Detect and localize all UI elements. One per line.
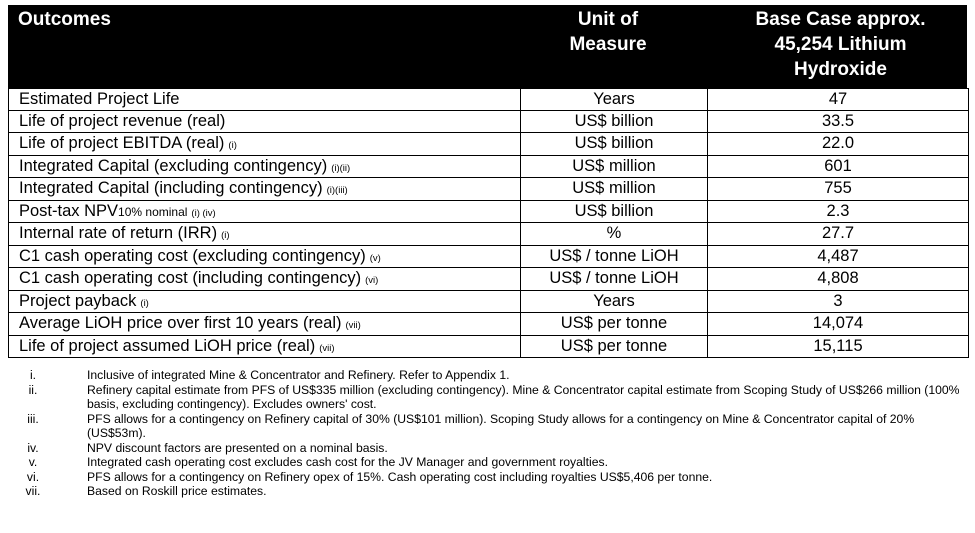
footnote-reference: (i)(iii) [326,185,348,196]
header-unit-of-measure [528,7,688,57]
outcome-label-cell [9,111,521,133]
footnote-reference: (i) [140,297,149,309]
footnote-item [20,383,970,412]
outcome-label-cell [9,178,521,200]
value-cell: 4,487 [817,246,859,265]
header-base-line2: 45,254 Lithium [774,34,907,55]
outcome-label-cell [9,133,521,155]
header-unit-line2: Measure [569,34,647,55]
outcome-label: Life of project assumed LiOH price (real) [19,336,316,355]
footnote-number: iii. [27,411,39,426]
table-header [8,5,967,88]
outcome-label-cell [9,89,521,110]
unit-cell: % [521,223,708,245]
table-row [9,223,968,246]
unit-cell: US$ million [521,178,708,200]
table-row [9,313,968,336]
outcome-label: Project payback [19,291,137,310]
footnote-item [20,484,970,499]
value-cell: 47 [828,90,848,108]
footnote-reference: (i) (iv) [191,207,216,219]
value-cell: 33.5 [821,111,855,130]
value-cell: 27.7 [821,224,855,242]
footnote-reference: (i)(ii) [331,162,351,174]
value-cell: 601 [824,156,852,175]
outcome-label-cell [9,246,521,268]
header-outcomes: Outcomes [18,9,111,30]
unit-cell: Years [521,291,708,313]
table-row [9,291,968,314]
outcome-label-cell [9,313,521,335]
value-cell: 14,074 [812,314,864,332]
footnote-number: ii. [28,382,38,397]
outcome-label-cell [9,291,521,313]
outcome-label: Life of project revenue (real) [19,111,226,130]
footnote-reference: (vii) [319,342,335,354]
footnote-reference: (vi) [365,275,379,286]
footnote-reference: (i) [221,230,230,241]
value-cell: 15,115 [813,336,863,355]
value-cell: 22.0 [821,134,855,152]
footnote-reference: (v) [369,252,381,264]
outcome-label: C1 cash operating cost (including contingency) [19,269,362,287]
outcome-label: C1 cash operating cost (excluding contingency) [19,246,366,265]
outcome-label-cell [9,336,521,358]
outcome-label-cell [9,268,521,290]
outcome-label: Estimated Project Life [19,90,180,108]
outcome-label-subscript: 10% nominal [118,204,188,219]
footnote-number: i. [29,368,37,382]
table-row [9,268,968,291]
unit-cell: US$ per tonne [521,336,708,358]
outcomes-table-body [8,88,969,358]
footnote-number: vii. [25,484,41,498]
footnote-text: Integrated cash operating cost excludes cash cost for the JV Manager and government royalties. [87,455,608,469]
footnote-item [20,441,970,456]
table-row [9,201,968,224]
footnote-text: Refinery capital estimate from PFS of US$335 million (excluding contingency). Mine & Concentrator capital estimate from Scoping Study of US$266 million (100% basis, excluding contingency). Excludes owners' cost. [87,382,960,411]
table-row [9,111,968,134]
unit-cell: US$ / tonne LiOH [521,268,708,290]
outcome-label-cell [9,223,521,245]
unit-cell: US$ per tonne [521,313,708,335]
table-row [9,88,968,111]
value-cell: 755 [824,179,852,197]
footnote-text: Inclusive of integrated Mine & Concentrator and Refinery. Refer to Appendix 1. [87,368,510,382]
outcome-label: Internal rate of return (IRR) [19,224,218,242]
footnote-number: vi. [26,469,40,484]
unit-cell: US$ / tonne LiOH [521,246,708,268]
unit-cell: US$ million [521,156,708,178]
footnote-number: v. [28,455,38,469]
outcome-label: Integrated Capital (excluding contingency) [19,156,328,175]
footnote-text: PFS allows for a contingency on Refinery opex of 15%. Cash operating cost including royalties US$5,406 per tonne. [87,469,713,484]
footnote-item [20,455,970,470]
header-base-case [708,7,973,82]
footnote-text: PFS allows for a contingency on Refinery capital of 30% (US$101 million). Scoping Study allows for a contingency on Mine & Concentrator capital of 20% (US$53m). [87,411,915,440]
header-unit-line1: Unit of [577,9,639,30]
footnote-item [20,368,970,383]
outcome-label: Integrated Capital (including contingency) [19,179,323,197]
outcome-label: Post-tax NPV [19,201,119,220]
footnote-text: Based on Roskill price estimates. [87,484,267,498]
unit-cell: US$ billion [521,111,708,133]
footnote-reference: (vii) [345,320,361,331]
footnotes [20,368,970,499]
footnote-item [20,412,970,441]
unit-cell: US$ billion [521,201,708,223]
value-cell: 4,808 [817,269,859,287]
outcome-label: Average LiOH price over first 10 years (real) [19,314,342,332]
table-row [9,336,968,359]
outcome-label-cell [9,156,521,178]
header-base-line1: Base Case approx. [755,9,926,30]
outcome-label-cell [9,201,521,223]
outcome-label: Life of project EBITDA (real) [19,134,225,152]
footnote-number: iv. [27,440,39,455]
table-row [9,133,968,156]
table-row [9,156,968,179]
footnote-item [20,470,970,485]
value-cell: 3 [833,291,843,310]
unit-cell: US$ billion [521,133,708,155]
unit-cell: Years [521,89,708,110]
footnote-reference: (i) [228,140,237,151]
table-row [9,178,968,201]
value-cell: 2.3 [826,201,850,220]
header-base-line3: Hydroxide [794,59,887,80]
footnote-text: NPV discount factors are presented on a nominal basis. [87,440,388,455]
table-row [9,246,968,269]
